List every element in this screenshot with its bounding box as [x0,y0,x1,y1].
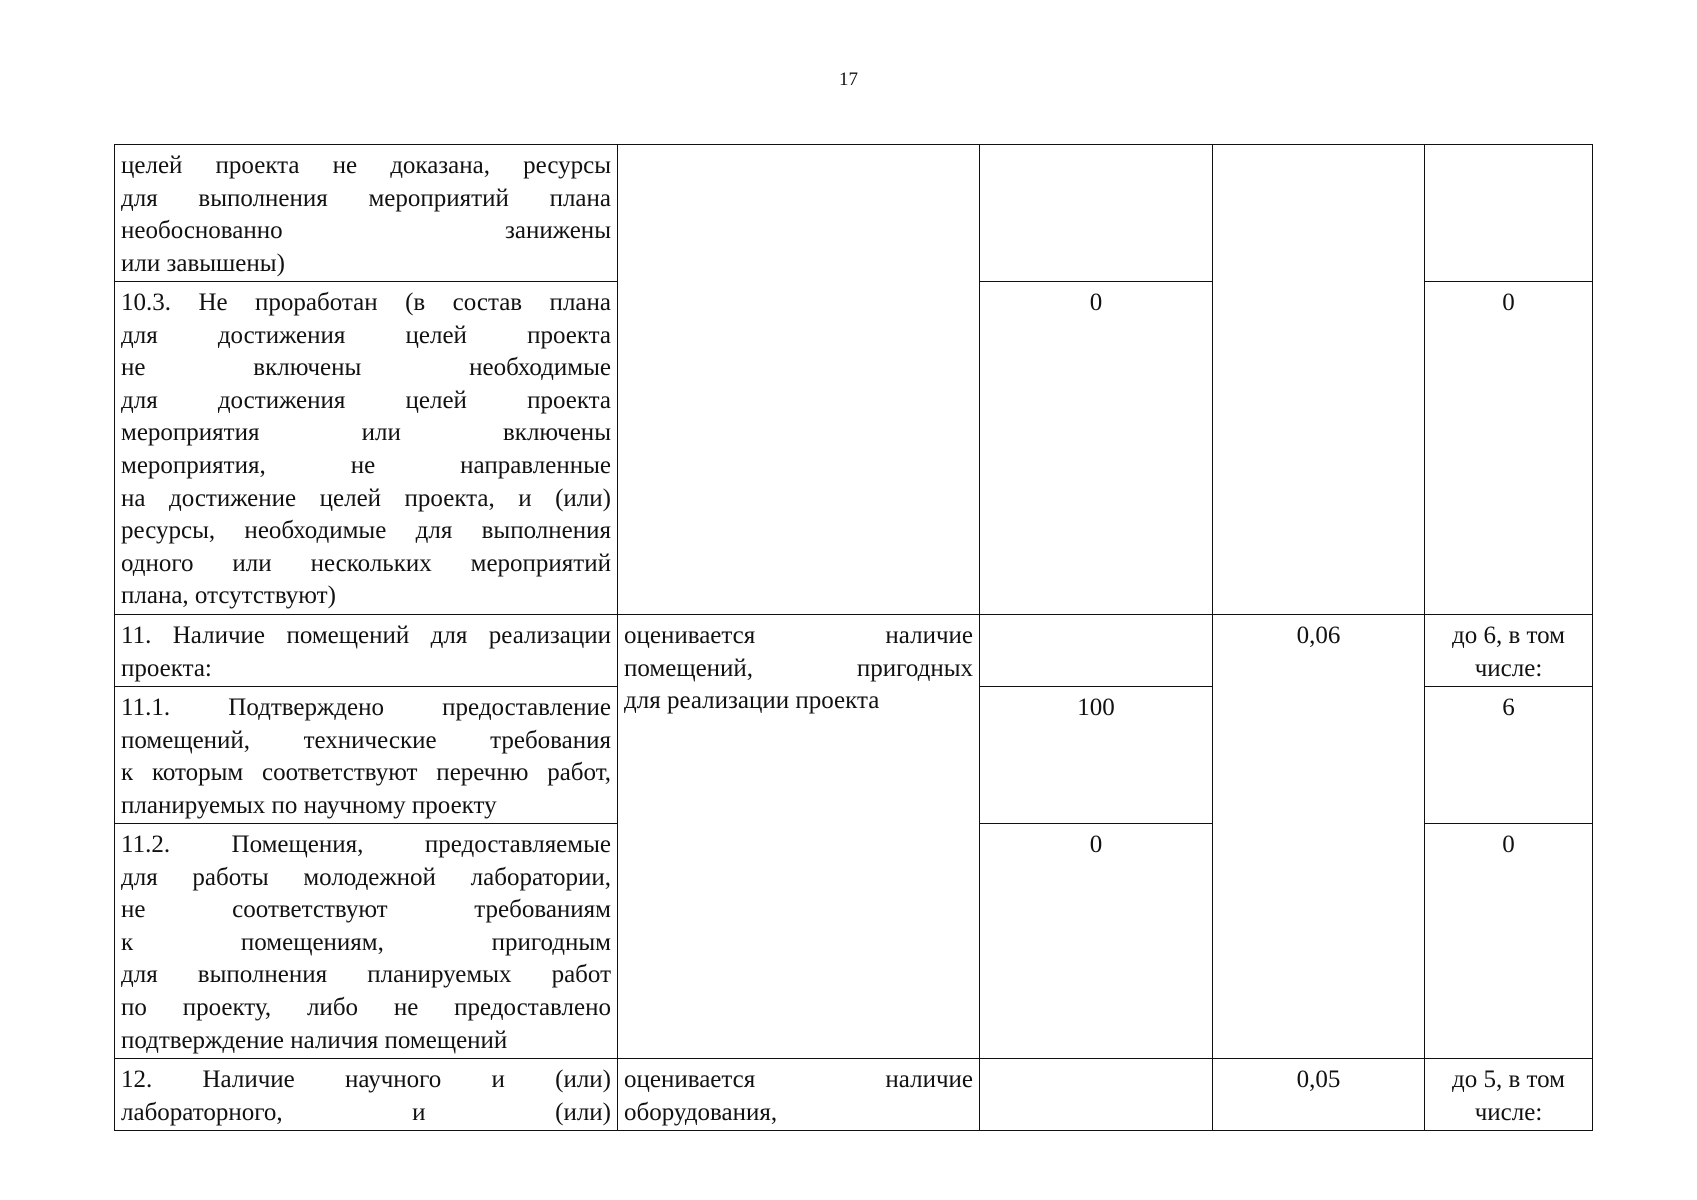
text-line: оценивается наличие [624,622,973,649]
criterion-text [121,620,611,685]
text-line: оценивается наличие [624,1066,973,1093]
score-cell [1425,1059,1593,1131]
text-line: 11.1. Подтверждено предоставление [121,694,611,721]
description-text [624,620,973,718]
points-cell: 100 [980,687,1213,824]
text-line: на достижение целей проекта, и (или) [121,484,611,512]
text-line: помещений, пригодных [624,654,973,682]
points-cell [980,615,1213,687]
points-cell [980,1059,1213,1131]
text-line: плана, отсутствуют) [121,582,336,610]
criterion-cell [115,1059,618,1131]
criterion-text [121,829,611,1057]
text-line: для выполнения мероприятий плана [121,184,611,212]
description-text [624,1064,973,1129]
text-line: 10.3. Не проработан (в состав плана [121,289,611,316]
text-line: помещений, технические требования [121,726,611,754]
score-text [1431,1064,1586,1129]
table-row [115,615,1593,687]
text-line: планируемых по научному проекту [121,791,497,819]
points-cell: 0 [980,282,1213,615]
text-line: 12. Наличие научного и (или) [121,1066,611,1093]
text-line: 11.2. Помещения, предоставляемые [121,831,611,858]
points-cell: 0 [980,824,1213,1059]
criteria-table [114,144,1593,1131]
table-row [115,145,1593,282]
weight-cell: 0,06 [1213,615,1425,1059]
score-cell: 6 [1425,687,1593,824]
criterion-text [121,692,611,822]
text-line: одного или нескольких мероприятий [121,549,611,577]
text-line: мероприятия или включены [121,419,611,447]
text-line: подтверждение наличия помещений [121,1026,508,1054]
text-line: оборудования, [624,1098,778,1126]
text-line: числе: [1474,654,1543,682]
text-line: для работы молодежной лаборатории, [121,863,611,891]
criterion-text [121,1064,611,1129]
text-line: не включены необходимые [121,354,611,382]
text-line: числе: [1474,1098,1543,1126]
score-cell [1425,615,1593,687]
text-line: лабораторного, и (или) [121,1098,611,1126]
text-line: по проекту, либо не предоставлено [121,993,611,1021]
text-line: целей проекта не доказана, ресурсы [121,152,611,179]
text-line: для достижения целей проекта [121,321,611,349]
text-line: ресурсы, необходимые для выполнения [121,517,611,545]
points-cell [980,145,1213,282]
criterion-text [121,287,611,613]
text-line: для выполнения планируемых работ [121,961,611,989]
text-line: или завышены) [121,249,285,277]
text-line: к которым соответствуют перечню работ, [121,759,611,787]
text-line: для достижения целей проекта [121,386,611,414]
description-cell [618,145,980,615]
score-cell [1425,145,1593,282]
text-line: не соответствуют требованиям [121,896,611,924]
score-text [1431,620,1586,685]
criterion-cell [115,145,618,282]
criterion-cell [115,282,618,615]
score-cell: 0 [1425,824,1593,1059]
text-line: до 6, в том [1452,622,1565,649]
description-cell [618,1059,980,1131]
score-cell: 0 [1425,282,1593,615]
text-line: мероприятия, не направленные [121,451,611,479]
page-number: 17 [839,69,858,90]
table-row [115,1059,1593,1131]
text-line: проекта: [121,654,212,682]
description-cell [618,615,980,1059]
text-line: для реализации проекта [624,687,880,715]
text-line: до 5, в том [1452,1066,1565,1093]
criterion-cell [115,687,618,824]
text-line: к помещениям, пригодным [121,928,611,956]
weight-cell: 0,05 [1213,1059,1425,1131]
text-line: 11. Наличие помещений для реализации [121,622,611,649]
text-line: необоснованно занижены [121,217,611,245]
criterion-text [121,150,611,280]
weight-cell [1213,145,1425,615]
criterion-cell [115,824,618,1059]
criterion-cell [115,615,618,687]
